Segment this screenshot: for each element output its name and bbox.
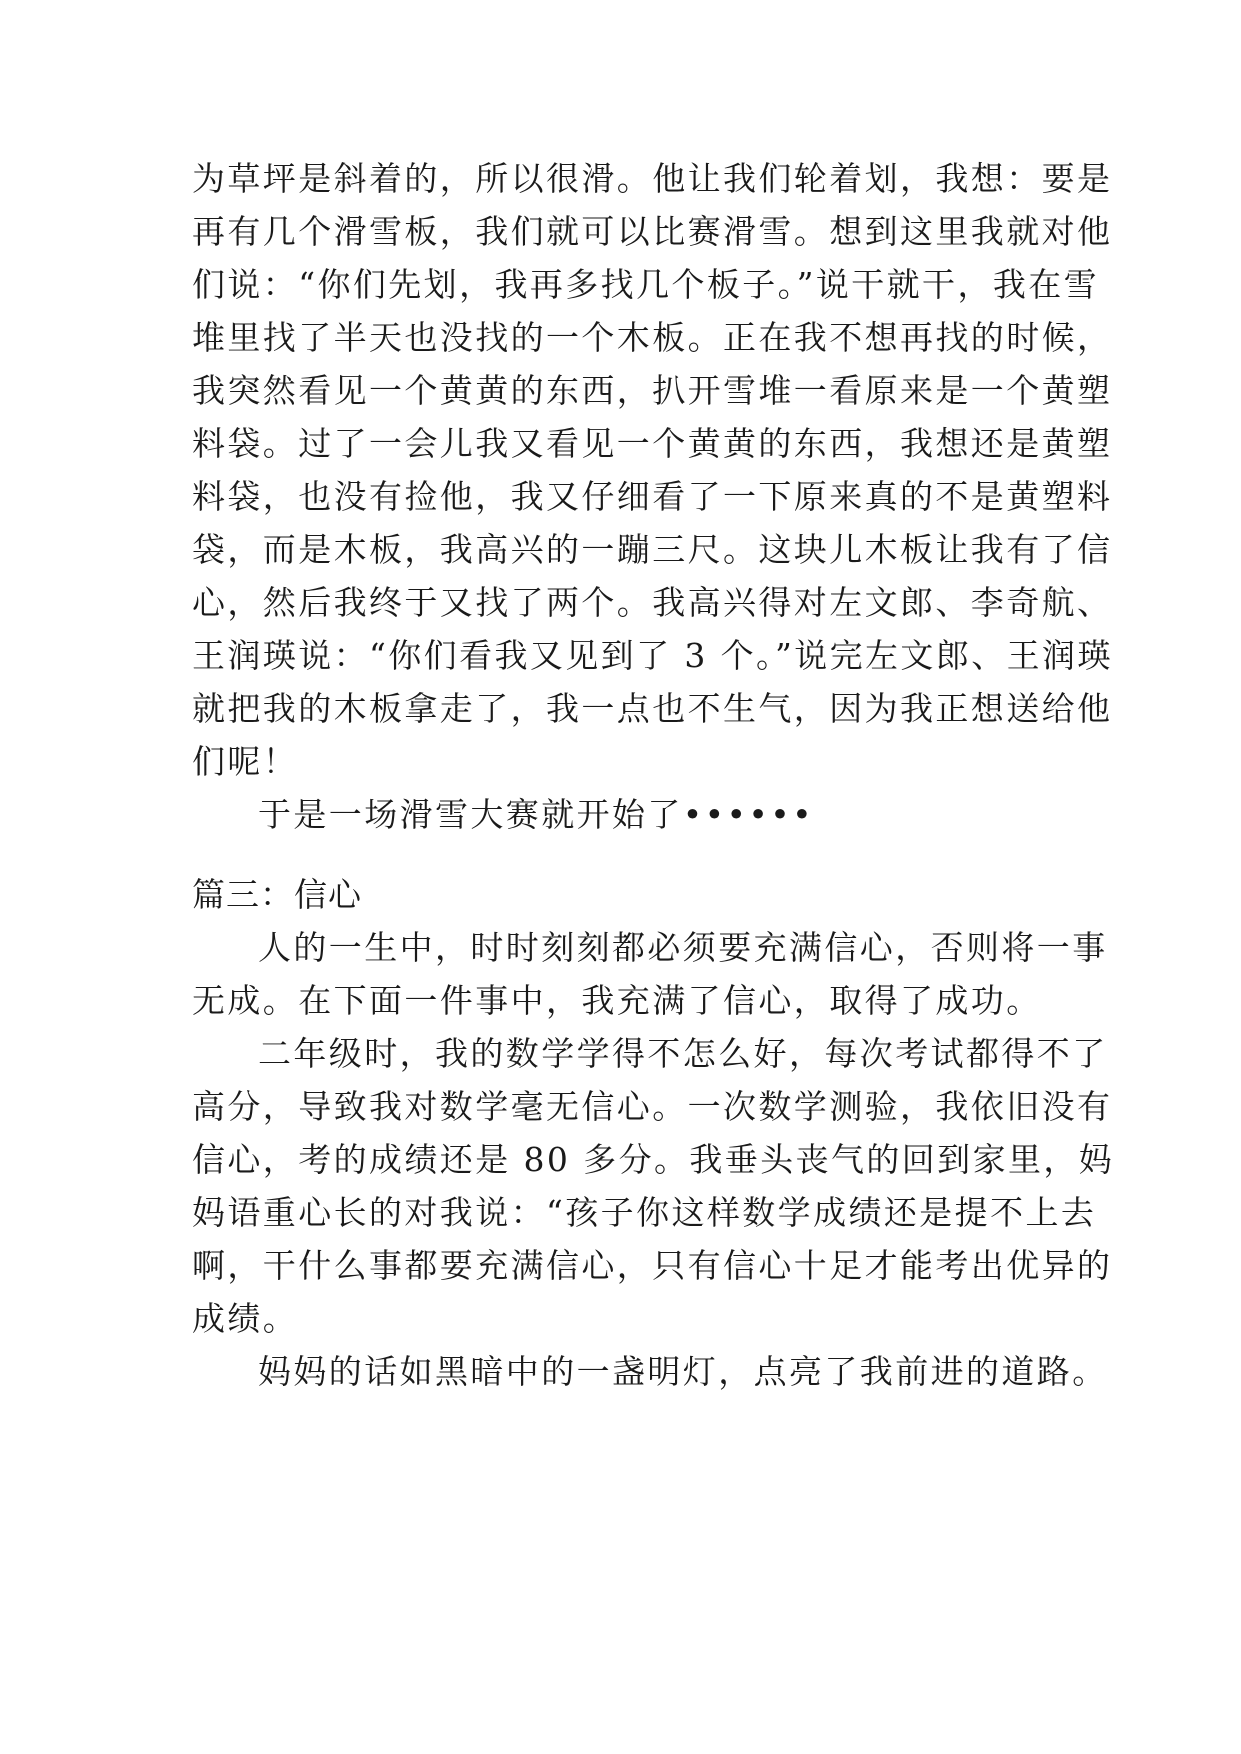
paragraph-line: 高分，导致我对数学毫无信心。一次数学测验，我依旧没有 [192,1087,1113,1126]
paragraph-line: 啊，干什么事都要充满信心，只有信心十足才能考出优异的 [192,1246,1113,1285]
text-line: 堆里找了半天也没找的一个木板。正在我不想再找的时候， [192,318,1113,357]
text-line: 为草坪是斜着的，所以很滑。他让我们轮着划，我想：要是 [192,159,1113,198]
closing-line: 于是一场滑雪大赛就开始了•••••• [258,795,814,834]
paragraph-line: 妈语重心长的对我说：“孩子你这样数学成绩还是提不上去 [192,1193,1097,1232]
text-line: 们说：“你们先划，我再多找几个板子。”说干就干，我在雪 [192,265,1100,304]
paragraph-line: 成绩。 [192,1299,299,1338]
paragraph-line: 妈妈的话如黑暗中的一盏明灯，点亮了我前进的道路。 [258,1352,1108,1391]
section-heading: 篇三：信心 [192,875,362,914]
text-line: 心，然后我终于又找了两个。我高兴得对左文郎、李奇航、 [192,583,1113,622]
text-line: 们呢！ [192,742,299,781]
text-line: 再有几个滑雪板，我们就可以比赛滑雪。想到这里我就对他 [192,212,1113,251]
text-line: 料袋，也没有捡他，我又仔细看了一下原来真的不是黄塑料 [192,477,1113,516]
text-line: 袋，而是木板，我高兴的一蹦三尺。这块儿木板让我有了信 [192,530,1113,569]
paragraph-line: 人的一生中，时时刻刻都必须要充满信心，否则将一事 [258,928,1108,967]
paragraph-line: 无成。在下面一件事中，我充满了信心，取得了成功。 [192,981,1042,1020]
paragraph-line: 二年级时，我的数学学得不怎么好，每次考试都得不了 [258,1034,1108,1073]
text-line: 王润瑛说：“你们看我又见到了 3 个。”说完左文郎、王润瑛 [192,636,1113,675]
text-line: 就把我的木板拿走了，我一点也不生气，因为我正想送给他 [192,689,1113,728]
text-line: 料袋。过了一会儿我又看见一个黄黄的东西，我想还是黄塑 [192,424,1113,463]
paragraph-line: 信心，考的成绩还是 80 多分。我垂头丧气的回到家里，妈 [192,1140,1115,1179]
text-line: 我突然看见一个黄黄的东西，扒开雪堆一看原来是一个黄塑 [192,371,1113,410]
